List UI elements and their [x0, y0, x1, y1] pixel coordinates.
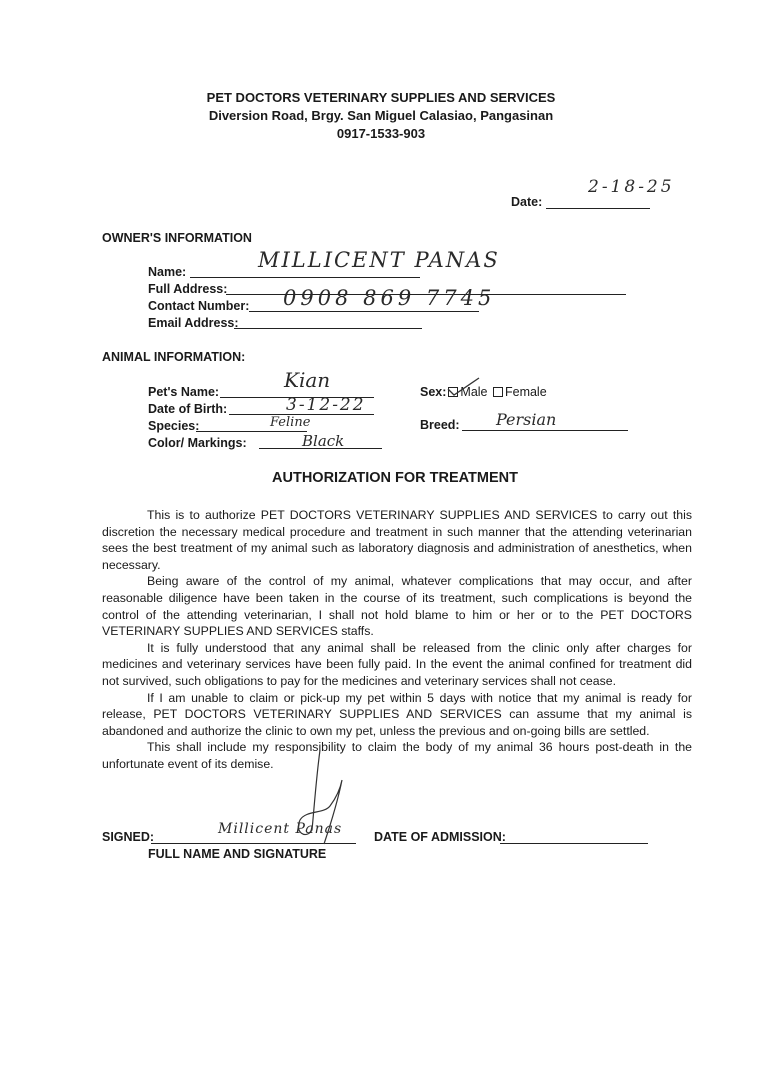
color-markings-value[interactable]: Black [302, 432, 345, 450]
contact-number-line [249, 311, 479, 312]
sex-field [420, 385, 547, 399]
dob-value[interactable]: 3-12-22 [286, 395, 366, 415]
signature-scribble-icon [280, 740, 370, 850]
authorization-title: AUTHORIZATION FOR TREATMENT [272, 470, 518, 486]
species-value[interactable]: Feline [270, 415, 311, 430]
breed-label: Breed: [420, 418, 460, 432]
pet-name-value[interactable]: Kian [284, 368, 331, 392]
sex-female-label: Female [504, 385, 547, 399]
company-phone: 0917-1533-903 [336, 126, 426, 141]
signature-caption: FULL NAME AND SIGNATURE [148, 847, 327, 861]
owner-name-label: Name: [148, 265, 187, 279]
owner-name-value[interactable]: MILLICENT PANAS [258, 248, 500, 272]
signed-name-value[interactable]: Millicent Panas [218, 821, 343, 837]
authorization-paragraph: It is fully understood that any animal shall be released from the clinic only after charges for medicines and veterinary services have been fully paid. In the event the animal confined for treatment did not survived, such obligations to pay for the medicines and veterinary services shall not cease. [102, 640, 692, 688]
breed-line [462, 430, 628, 431]
breed-value[interactable]: Persian [496, 410, 557, 429]
sex-female-checkbox[interactable] [493, 387, 503, 397]
authorization-paragraph: Being aware of the control of my animal, whatever complications that may occur, and after reasonable diligence have been taken in the course of its treatment, such complications is beyond the control of the attending veterinarian, I shall not hold blame to him or her or to the PET DOCTORS VETERINARY SUPPLIES AND SERVICES staffs. [102, 574, 692, 639]
authorization-paragraph: This is to authorize PET DOCTORS VETERINARY SUPPLIES AND SERVICES to carry out this discretion the necessary medical procedure and treatment in such manner that the attending veterinarian sees the best treatment of my animal such as laboratory diagnosis and administration of anesthetics, when necessary. [102, 508, 692, 572]
authorization-paragraph: This shall include my responsibility to claim the body of my animal 36 hours post-death in the unfortunate event of its demise. [102, 740, 692, 771]
date-line [546, 208, 650, 209]
species-line [196, 431, 307, 432]
full-address-label: Full Address: [148, 282, 228, 296]
email-line [234, 328, 422, 329]
animal-section-title: ANIMAL INFORMATION: [102, 350, 246, 364]
dob-label: Date of Birth: [148, 402, 228, 416]
owner-name-line [190, 277, 420, 278]
male-check-mark-icon [446, 375, 482, 399]
admission-date-label: DATE OF ADMISSION: [374, 830, 506, 844]
authorization-body [102, 507, 692, 773]
authorization-paragraph: If I am unable to claim or pick-up my pet within 5 days with notice that my animal is ready for release, PET DOCTORS VETERINARY SUPPLIES AND SERVICES can assume that my animal is abandoned and authorize the clinic to own my pet, unless the previous and on-going bills are settled. [102, 690, 692, 738]
sex-label: Sex: [420, 385, 447, 399]
pet-name-label: Pet's Name: [148, 385, 220, 399]
contact-number-value[interactable]: 0908 869 7745 [283, 286, 496, 310]
signed-label: SIGNED: [102, 830, 155, 844]
sex-male-label: Male [460, 385, 488, 399]
contact-number-label: Contact Number: [148, 299, 250, 313]
email-label: Email Address: [148, 316, 239, 330]
species-label: Species: [148, 419, 200, 433]
company-address: Diversion Road, Brgy. San Miguel Calasiao, Pangasinan [208, 108, 554, 123]
color-markings-label: Color/ Markings: [148, 436, 247, 450]
date-label: Date: [511, 195, 543, 209]
date-value[interactable]: 2-18-25 [588, 177, 675, 197]
admission-date-line [500, 843, 648, 844]
owner-section-title: OWNER'S INFORMATION [102, 231, 252, 245]
company-name: PET DOCTORS VETERINARY SUPPLIES AND SERVICES [206, 90, 556, 105]
